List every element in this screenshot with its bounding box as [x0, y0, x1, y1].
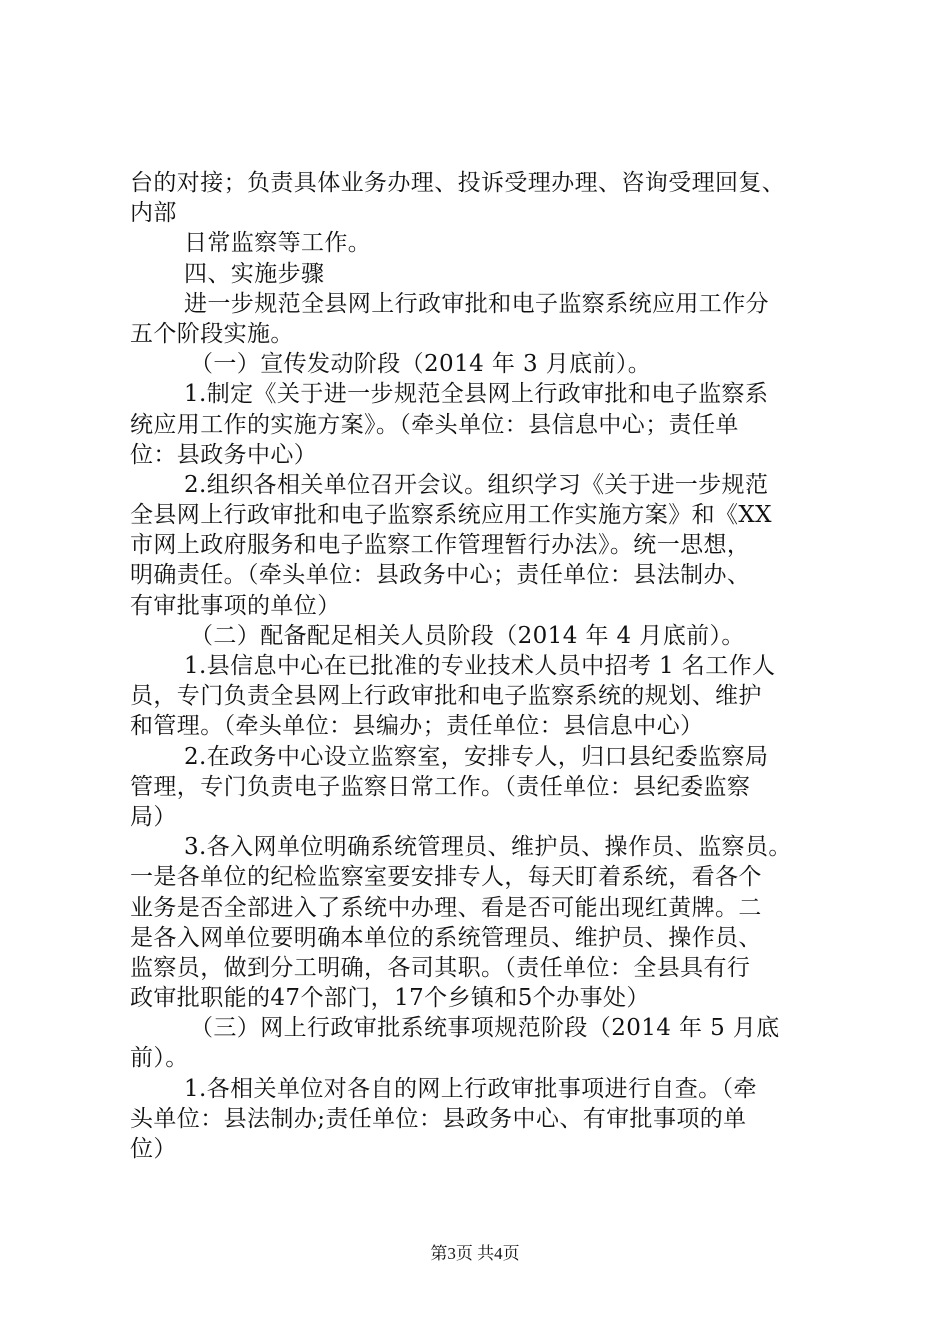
paragraph-line: 管理，专门负责电子监察日常工作。（责任单位：县纪委监察: [130, 773, 751, 800]
paragraph-line: 统应用工作的实施方案》。（牵头单位：县信息中心；责任单: [130, 411, 739, 438]
subsection-heading: （一）宣传发动阶段（2014 年 3 月底前）。: [190, 351, 652, 378]
paragraph-line: 位：县政务中心）: [130, 441, 318, 468]
paragraph-line: 1.各相关单位对各自的网上行政审批事项进行自查。（牵: [184, 1075, 757, 1102]
subsection-heading: （三）网上行政审批系统事项规范阶段（2014 年 5 月底: [190, 1015, 780, 1042]
paragraph-line: 全县网上行政审批和电子监察系统应用工作实施方案》和《XX: [130, 502, 772, 529]
paragraph-line: 1.县信息中心在已批准的专业技术人员中招考 1 名工作人: [184, 653, 776, 679]
text-line: 内部: [130, 200, 177, 227]
paragraph-line: 头单位：县法制办;责任单位：县政务中心、有审批事项的单: [130, 1105, 747, 1132]
paragraph-line: 业务是否全部进入了系统中办理、看是否可能出现红黄牌。二: [130, 894, 762, 921]
paragraph-line: 3.各入网单位明确系统管理员、维护员、操作员、监察员。: [184, 834, 792, 861]
paragraph-line: 局）: [130, 803, 177, 830]
text-line: 日常监察等工作。: [184, 230, 372, 257]
document-body: [130, 168, 860, 1164]
subsection-heading: （二）配备配足相关人员阶段（2014 年 4 月底前）。: [190, 622, 745, 649]
page-number-footer: 第3页 共4页: [430, 1244, 520, 1263]
paragraph-line: 1.制定《关于进一步规范全县网上行政审批和电子监察系: [184, 381, 769, 408]
paragraph-line: 政审批职能的47个部门，17个乡镇和5个办事处）: [130, 985, 650, 1012]
paragraph-line: 位）: [130, 1136, 177, 1162]
paragraph-line: 五个阶段实施。: [130, 320, 294, 347]
text-line: 台的对接；负责具体业务办理、投诉受理办理、咨询受理回复、: [130, 170, 786, 196]
paragraph-line: 员，专门负责全县网上行政审批和电子监察系统的规划、维护: [130, 683, 762, 710]
section-heading: 四、实施步骤: [184, 260, 325, 287]
paragraph-line: 进一步规范全县网上行政审批和电子监察系统应用工作分: [184, 290, 769, 317]
paragraph-line: 明确责任。（牵头单位：县政务中心；责任单位：县法制办、: [130, 562, 751, 589]
paragraph-line: 一是各单位的纪检监察室要安排专人，每天盯着系统，看各个: [130, 864, 762, 891]
paragraph-line: 前）。: [130, 1045, 189, 1072]
paragraph-line: 是各入网单位要明确本单位的系统管理员、维护员、操作员、: [130, 924, 762, 951]
paragraph-line: 有审批事项的单位）: [130, 592, 341, 619]
paragraph-line: 2.组织各相关单位召开会议。组织学习《关于进一步规范: [184, 471, 769, 498]
paragraph-line: 监察员，做到分工明确，各司其职。（责任单位：全县具有行: [130, 954, 751, 981]
paragraph-line: 和管理。（牵头单位：县编办；责任单位：县信息中心）: [130, 713, 704, 740]
paragraph-line: 2.在政务中心设立监察室，安排专人，归口县纪委监察局: [184, 743, 769, 770]
paragraph-line: 市网上政府服务和电子监察工作管理暂行办法》。统一思想，: [130, 532, 751, 559]
